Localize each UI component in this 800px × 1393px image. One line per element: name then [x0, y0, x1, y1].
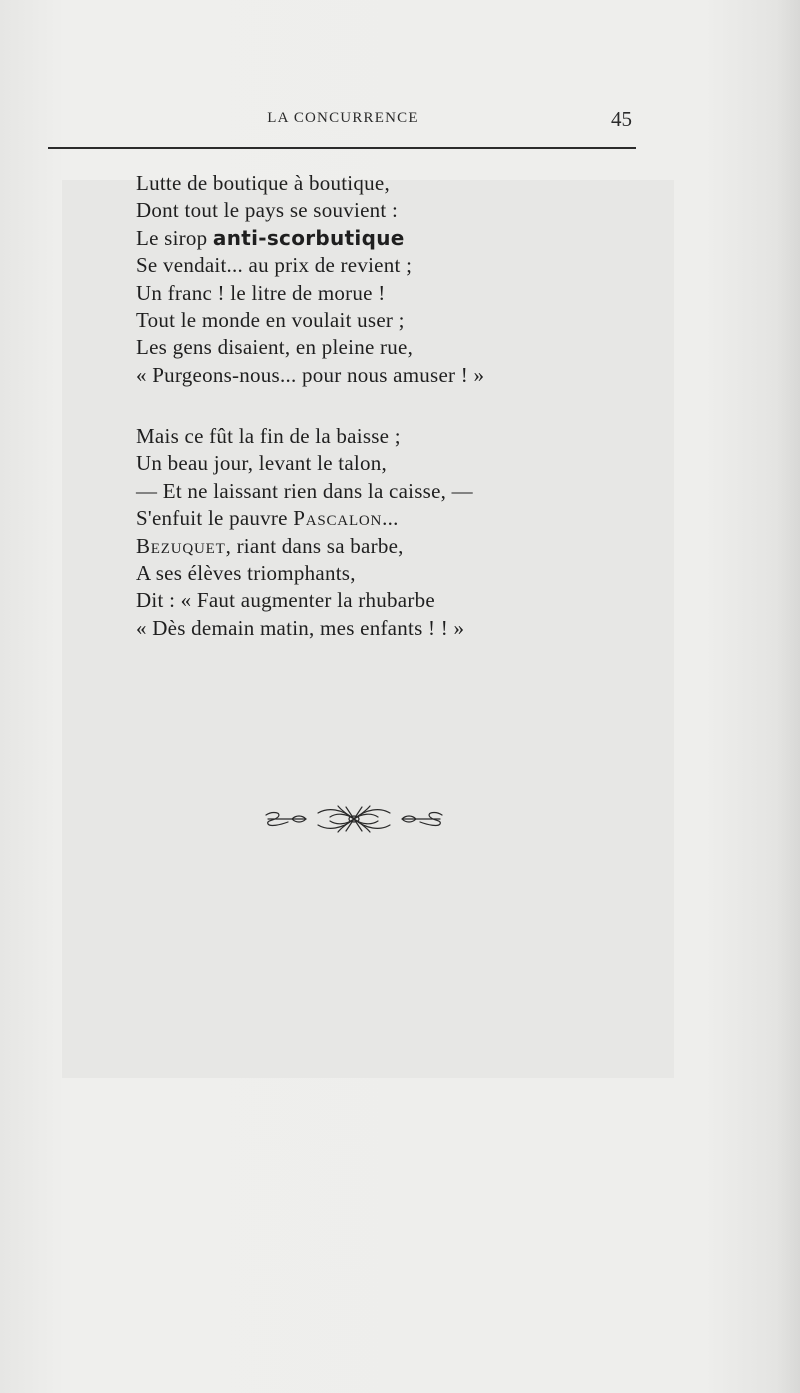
verse-line: Les gens disaient, en pleine rue,	[136, 335, 414, 360]
stanza-1	[136, 170, 484, 389]
emphasis-word: anti-scorbutique	[212, 225, 405, 250]
page-number: 45	[611, 107, 632, 131]
verse-line: « Purgeons-nous... pour nous amuser ! »	[136, 362, 485, 387]
verse-line: S'enfuit le pauvre Pascalon...	[136, 506, 399, 531]
verse-line: « Dès demain matin, mes enfants ! ! »	[136, 615, 465, 640]
fleuron-ornament-icon	[262, 803, 446, 835]
verse-line: Un franc ! le litre de morue !	[136, 280, 386, 305]
verse-line: Mais ce fût la fin de la baisse ;	[136, 424, 401, 448]
verse-line: Un beau jour, levant le talon,	[136, 451, 387, 476]
verse-line: Lutte de boutique à boutique,	[136, 171, 390, 195]
verse-line: Se vendait... au prix de revient ;	[136, 253, 413, 278]
verse-line: A ses élèves triomphants,	[136, 560, 356, 585]
verse-line: Le sirop anti-scorbutique	[136, 225, 405, 250]
header-rule	[48, 147, 636, 149]
verse-line: Dont tout le pays se souvient :	[136, 198, 399, 223]
small-caps-name: Pascalon	[293, 506, 383, 531]
running-head	[48, 107, 638, 132]
verse-line: Tout le monde en voulait user ;	[136, 307, 405, 332]
running-title: LA CONCURRENCE	[267, 110, 419, 126]
stanza-2	[136, 423, 473, 642]
verse-line: — Et ne laissant rien dans la caisse, —	[136, 478, 473, 503]
verse-line: Dit : « Faut augmenter la rhubarbe	[136, 588, 435, 613]
small-caps-name: Bezuquet	[136, 533, 226, 558]
verse-line: Bezuquet, riant dans sa barbe,	[136, 533, 404, 558]
